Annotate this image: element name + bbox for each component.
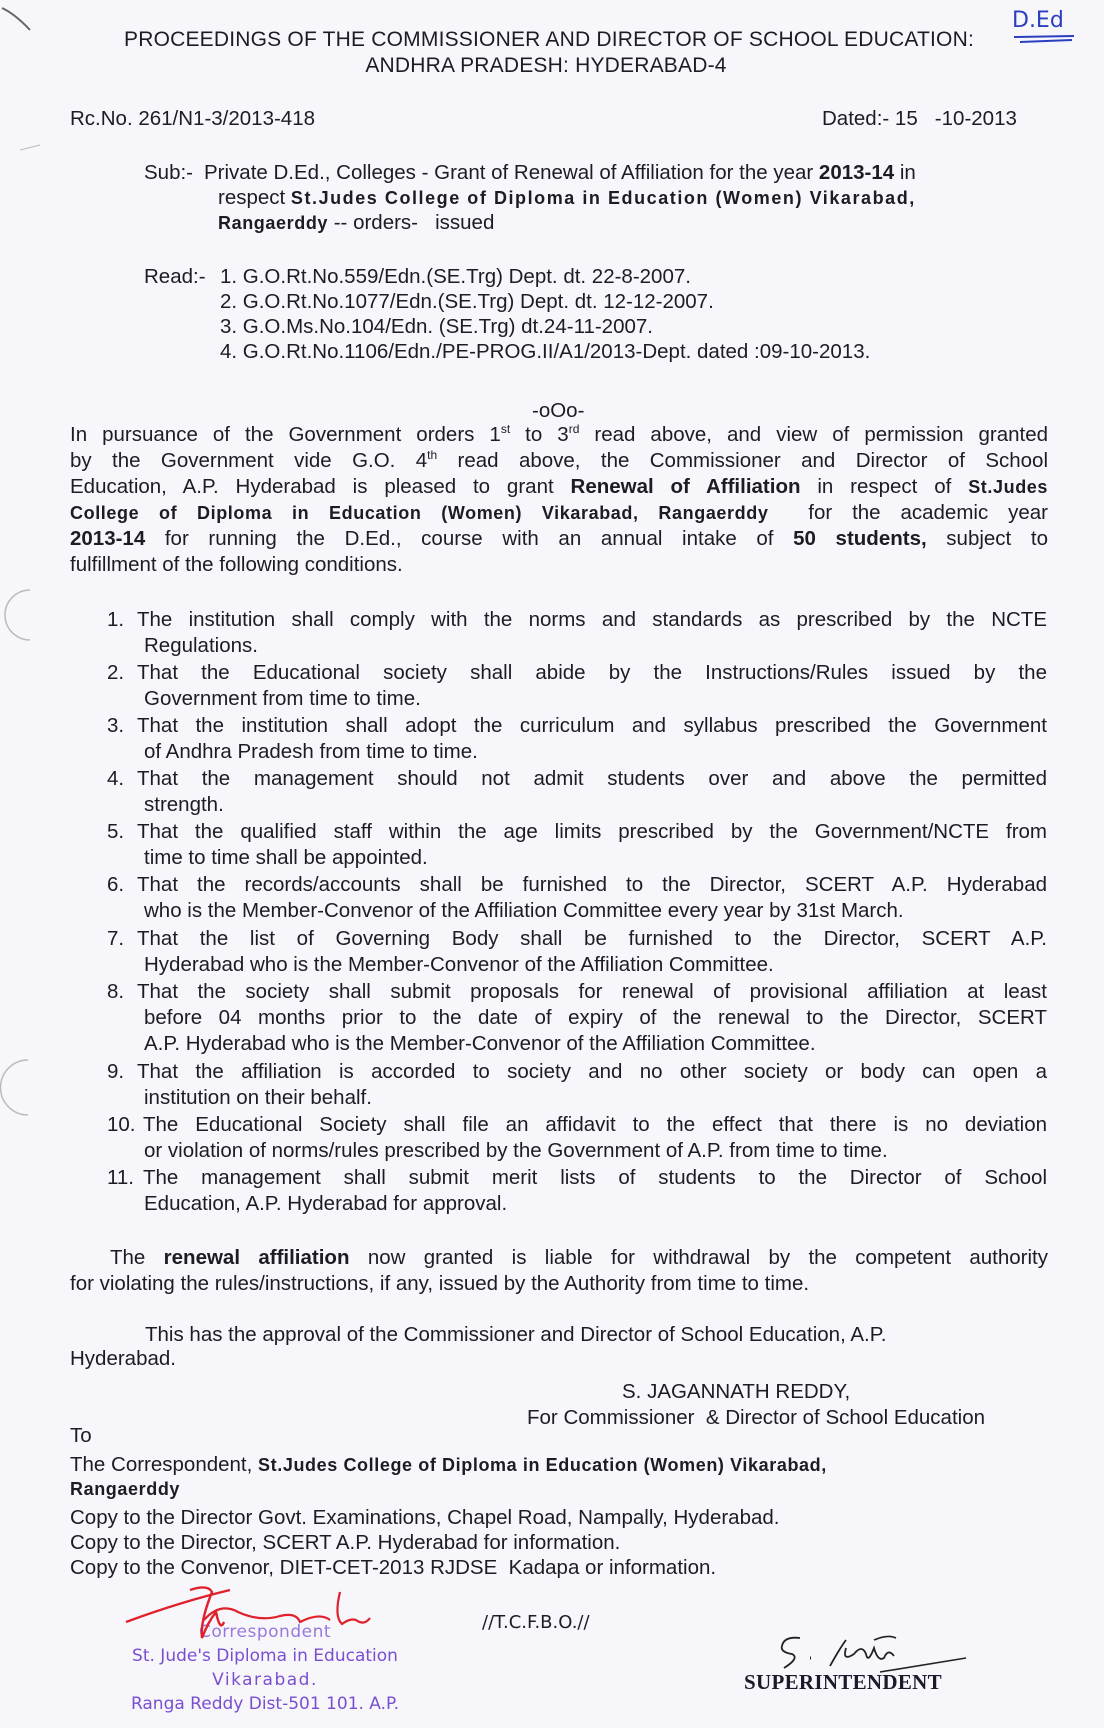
condition-line: The institution shall comply with the norms and standards as prescribed by the NCTE [137,608,1047,631]
header-line-1: PROCEEDINGS OF THE COMMISSIONER AND DIRECTOR OF SCHOOL EDUCATION: [124,28,974,51]
addressee-line-2 [70,1476,180,1502]
condition-line: The Educational Society shall file an affidavit to the effect that there is no deviation [143,1113,1047,1136]
condition-number: 1. [107,608,125,631]
condition-number: 2. [107,661,125,684]
stamp-line: Vikarabad. [212,1670,318,1690]
condition-line: That the institution shall adopt the curriculum and syllabus prescribed the Government [137,714,1047,737]
condition-line: The management shall submit merit lists of students to the Director of School [143,1166,1047,1189]
true-copy-mark: //T.C.F.B.O.// [482,1612,590,1633]
condition-number: 3. [107,714,125,737]
condition-number: 8. [107,980,125,1003]
condition-line: That the affiliation is accorded to society and no other society or body can open a [137,1060,1047,1083]
body-line [70,1245,1048,1271]
text-run: read above, and view of permission granted [579,423,1049,446]
text-run: for running the D.Ed., course with an annual intake of [145,527,794,550]
header-line-2: ANDHRA PRADESH: HYDERABAD-4 [365,54,727,77]
subject-text: in [894,161,916,184]
condition-line: Education, A.P. Hyderabad for approval. [144,1192,508,1215]
read-item: 4. G.O.Rt.No.1106/Edn./PE-PROG.II/A1/2013-Dept. dated :09-10-2013. [220,340,871,363]
condition-line: That the Educational society shall abide by the Instructions/Rules issued by the [137,661,1047,684]
text-run: for the academic year [768,501,1048,524]
text-run: The Correspondent, [70,1453,259,1476]
subject-text: respect [218,186,291,209]
stamp-line: Ranga Reddy Dist-501 101. A.P. [130,1694,400,1714]
condition-line: Regulations. [144,634,258,657]
text-run: renewal affiliation [163,1246,350,1269]
condition-line: That the management should not admit students over and above the permitted [137,767,1047,790]
body-line: for violating the rules/instructions, if any, issued by the Authority from time to time. [70,1272,810,1295]
correspondent-signature-icon [120,1582,400,1652]
condition-line: or violation of norms/rules prescribed by the Government of A.P. from time to time. [144,1139,888,1162]
reference-date: Dated:- 15 -10-2013 [822,107,1017,130]
text-run: Education, A.P. Hyderabad is pleased to grant [70,475,571,498]
text-run: subject to [926,527,1048,550]
body-line: fulfillment of the following conditions. [70,553,403,576]
subject-text: -- orders- issued [328,211,495,234]
condition-number: 11. [107,1166,134,1189]
text-run: The [110,1246,164,1269]
condition-line: Government from time to time. [144,687,421,710]
text-run: 2013-14 [70,527,146,550]
copy-list [70,1505,779,1580]
condition-number: 6. [107,873,125,896]
text-run: College of Diploma in Education (Women) Vikarabad, Rangaerddy [70,503,769,523]
approval-line-2: Hyderabad. [70,1347,176,1370]
read-item: 1. G.O.Rt.No.559/Edn.(SE.Trg) Dept. dt. 22-8-2007. [220,265,691,288]
condition-line: strength. [144,793,224,816]
copy-item: Copy to the Convenor, DIET-CET-2013 RJDSE Kadapa or information. [70,1556,717,1579]
college-name: St.Judes College of Diploma in Education (Women) Vikarabad, [290,188,916,208]
condition-line: That the society shall submit proposals for renewal of provisional affiliation at least [137,980,1047,1003]
handwritten-note: D.Ed [1012,8,1064,33]
condition-line: A.P. Hyderabad who is the Member-Convenor of the Affiliation Committee. [144,1032,816,1055]
text-run: in respect of [800,475,969,498]
signatory-title: For Commissioner & Director of School Education [527,1406,986,1429]
superintendent-title: SUPERINTENDENT [744,1670,942,1694]
condition-line: time to time shall be appointed. [144,846,428,869]
text-run: th [427,448,438,463]
condition-line: That the records/accounts shall be furnished to the Director, SCERT A.P. Hyderabad [137,873,1047,896]
separator: -oOo- [532,399,585,422]
addressee-line-1 [70,1452,827,1478]
text-run: read above, the Commissioner and Director of School [437,449,1048,472]
text-run: st [500,422,511,437]
college-district: Rangaerddy [218,213,329,233]
text-run: St.Judes [968,477,1049,497]
signatory-name: S. JAGANNATH REDDY, [622,1380,851,1403]
copy-item: Copy to the Director Govt. Examinations, Chapel Road, Nampally, Hyderabad. [70,1506,780,1529]
condition-line: who is the Member-Convenor of the Affiliation Committee every year by 31st March. [144,899,904,922]
text-run: Rangaerddy [70,1479,181,1499]
condition-line: of Andhra Pradesh from time to time. [144,740,478,763]
condition-line: That the qualified staff within the age limits prescribed by the Government/NCTE from [137,820,1047,843]
approval-line-1: This has the approval of the Commissioner and Director of School Education, A.P. [145,1323,887,1346]
condition-line: before 04 months prior to the date of expiry of the renewal to the Director, SCERT [144,1006,1047,1029]
reference-number: Rc.No. 261/N1-3/2013-418 [70,107,316,130]
condition-number: 9. [107,1060,125,1083]
to-label: To [70,1424,92,1447]
text-run: 50 students, [793,527,927,550]
text-run: to 3 [510,423,569,446]
text-run: St.Judes College of Diploma in Education (Women) Vikarabad, [258,1455,827,1475]
condition-number: 4. [107,767,125,790]
condition-number: 5. [107,820,125,843]
text-run: In pursuance of the Government orders 1 [70,423,501,446]
read-item: 3. G.O.Ms.No.104/Edn. (SE.Trg) dt.24-11-2007. [220,315,653,338]
stamp-line: Correspondent [198,1622,332,1642]
text-run: rd [568,422,580,437]
subject-year: 2013-14 [818,161,895,184]
condition-number: 7. [107,927,125,950]
condition-number: 10. [107,1113,136,1136]
read-label: Read:- [144,265,206,288]
stamp-line: St. Jude's Diploma in Education [132,1646,398,1666]
subject-text: Private D.Ed., Colleges - Grant of Renewal of Affiliation for the year [204,161,819,184]
subject-label: Sub:- [144,161,193,184]
condition-line: Hyderabad who is the Member-Convenor of the Affiliation Committee. [144,953,774,976]
text-run: by the Government vide G.O. 4 [70,449,428,472]
condition-line: institution on their behalf. [144,1086,372,1109]
text-run: now granted is liable for withdrawal by the competent authority [349,1246,1048,1269]
withdrawal-paragraph [70,1245,1048,1297]
read-item: 2. G.O.Rt.No.1077/Edn.(SE.Trg) Dept. dt. 12-12-2007. [220,290,714,313]
condition-line: That the list of Governing Body shall be furnished to the Director, SCERT A.P. [137,927,1047,950]
text-run: Renewal of Affiliation [570,475,801,498]
copy-item: Copy to the Director, SCERT A.P. Hyderabad for information. [70,1531,621,1554]
